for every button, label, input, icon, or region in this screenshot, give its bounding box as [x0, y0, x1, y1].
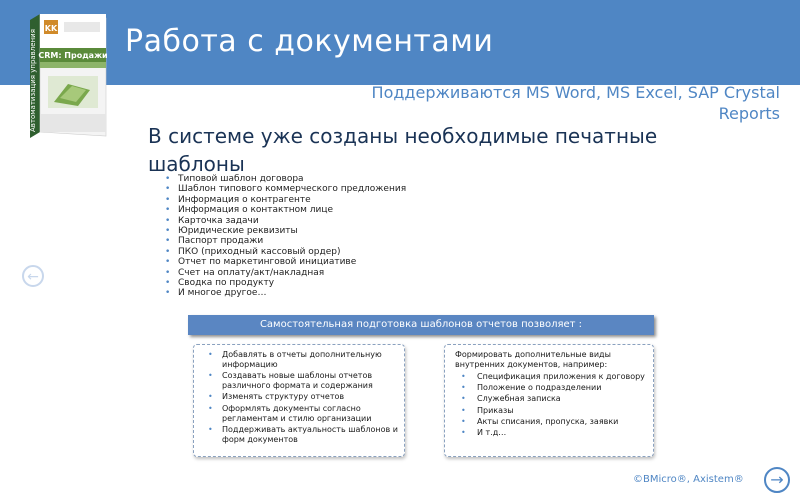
svg-text:KK: KK	[44, 24, 58, 33]
list-item: • Типовой шаблон договора	[165, 174, 406, 184]
list-item: • Информация о контрагенте	[165, 195, 406, 205]
right-panel	[444, 344, 654, 457]
arrow-left-icon: ←	[27, 269, 39, 285]
product-box-icon	[18, 14, 108, 144]
list-item: • Положение о подразделении	[455, 383, 647, 393]
list-item: • Юридические реквизиты	[165, 226, 406, 236]
list-item: • Информация о контактном лице	[165, 205, 406, 215]
list-item: • Сводка по продукту	[165, 278, 406, 288]
subtitle: Поддерживаются MS Word, MS Excel, SAP Crystal Reports	[371, 83, 780, 123]
section-heading: В системе уже созданы необходимые печатные шаблоны	[148, 124, 658, 176]
list-item: • Карточка задачи	[165, 216, 406, 226]
right-panel-intro: Формировать дополнительные виды внутренних документов, например:	[455, 350, 611, 369]
page-title: Работа с документами	[125, 24, 494, 59]
templates-banner: Самостоятельная подготовка шаблонов отчетов позволяет :	[188, 315, 654, 335]
list-item: • Создавать новые шаблоны отчетов различного формата и содержания	[202, 371, 398, 391]
copyright-text: ©BMicro®, Axistem®	[633, 474, 744, 485]
list-item: • Поддерживать актуальность шаблонов и форм документов	[202, 425, 398, 445]
list-item: • И многое другое…	[165, 288, 406, 298]
list-item: • Паспорт продажи	[165, 236, 406, 246]
product-brand-label: CRM: Продажи	[38, 51, 108, 60]
templates-list	[165, 174, 406, 299]
left-panel	[193, 344, 405, 457]
next-slide-button[interactable]	[764, 467, 790, 493]
list-item: • Изменять структуру отчетов	[202, 392, 398, 402]
list-item: • ПКО (приходный кассовый ордер)	[165, 247, 406, 257]
list-item: • Спецификация приложения к договору	[455, 372, 647, 382]
list-item: • Добавлять в отчеты дополнительную информацию	[202, 350, 398, 370]
list-item: • Служебная записка	[455, 394, 647, 404]
prev-slide-button[interactable]	[22, 265, 44, 287]
list-item: • Оформлять документы согласно регламентам и стилю организации	[202, 404, 398, 424]
arrow-right-icon: →	[770, 470, 784, 489]
product-side-label: Автоматизация управления	[29, 29, 37, 132]
list-item: • Счет на оплату/акт/накладная	[165, 268, 406, 278]
list-item: • И т.д…	[455, 428, 647, 438]
list-item: • Шаблон типового коммерческого предложения	[165, 184, 406, 194]
list-item: • Акты списания, пропуска, заявки	[455, 417, 647, 427]
list-item: • Приказы	[455, 406, 647, 416]
list-item: • Отчет по маркетинговой инициативе	[165, 257, 406, 267]
